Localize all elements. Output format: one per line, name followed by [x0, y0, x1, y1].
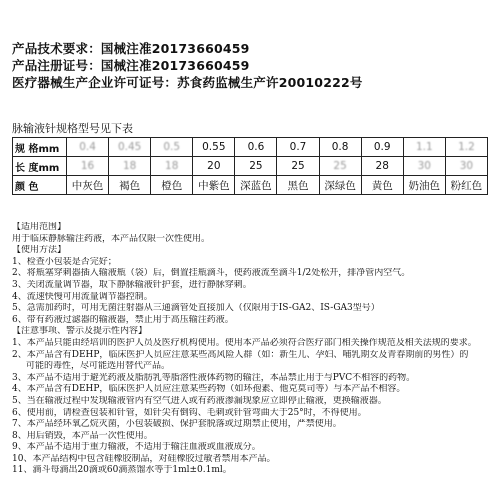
scope-heading: 【适用范围】 [12, 222, 67, 232]
note-item-continued: 可能的毒性，尽可能选用替代产品。 [26, 361, 171, 372]
spec-table-title: 脉输液针规格型号见下表 [12, 122, 133, 135]
spec-table [12, 137, 488, 195]
usage-step: 3、关闭流量调节器，取下静脉输液针护套，进行静脉穿刺。 [12, 279, 252, 290]
length-cell: 25 [235, 157, 277, 176]
color-cell: 粉红色 [445, 176, 487, 195]
length-cell: 20 [193, 157, 235, 176]
color-cell: 深蓝色 [235, 176, 277, 195]
scope-text: 用于临床静脉输注药液，本产品仅限一次性使用。 [12, 233, 211, 244]
length-row [13, 157, 488, 176]
color-cell: 中紫色 [193, 176, 235, 195]
length-cell: 28 [361, 157, 403, 176]
spec-cell: 1.1 [403, 138, 445, 157]
spec-cell: 1.2 [445, 138, 487, 157]
spec-cell: 0.9 [361, 138, 403, 157]
note-item: 10、本产品结构中包含硅橡胶制品，对硅橡胶过敏者禁用本产品。 [12, 453, 276, 464]
note-item: 11、滴斗每滴出20滴或60滴蒸馏水等于1ml±0.1ml。 [12, 465, 232, 476]
length-cell: 25 [277, 157, 319, 176]
length-cell: 16 [67, 157, 109, 176]
length-cell: 30 [403, 157, 445, 176]
note-item: 6、使用前，请检查包装和针管，如针尖有倒钩、毛刺或针管弯曲大于25°时，不得使用。 [12, 407, 367, 418]
usage-step: 5、急需加药时，可用无菌注射器从三通滴管处直接加入（仅限用于IS-GA2、IS-GA3型号） [12, 303, 380, 314]
color-row-label: 颜 色 [13, 176, 67, 195]
instructions-body [12, 222, 490, 477]
color-cell: 黑色 [277, 176, 319, 195]
length-row-label: 长 度mm [13, 157, 67, 176]
spec-cell: 0.6 [235, 138, 277, 157]
length-cell: 25 [319, 157, 361, 176]
technical-requirement-line: 产品技术要求：国械注准20173660459 [12, 41, 250, 56]
notes-heading: 【注意事项、警示及提示性内容】 [12, 326, 148, 337]
spec-cell: 0.5 [151, 138, 193, 157]
note-item: 2、本产品含有DEHP，临床医护人员应注意某些高风险人群（如：新生儿、孕妇、哺乳期女及青春期前的男性）的 [12, 349, 469, 360]
note-item: 5、当在输液过程中发现输液管内有空气进入或有药液渗漏现象应立即停止输液，更换输液器。 [12, 395, 387, 406]
usage-step: 6、带有药液过滤器的输液器，禁止用于高压输注药液。 [12, 314, 234, 325]
spec-row-label: 规 格mm [13, 138, 67, 157]
usage-heading: 【使用方法】 [12, 245, 67, 256]
note-item: 7、本产品经环氧乙烷灭菌，小包装破损、保护套脱落或过期禁止使用，严禁使用。 [12, 419, 342, 430]
note-item: 9、本产品不适用于重力输液，不适用于输注血液或血液成分。 [12, 442, 261, 453]
note-item: 4、本产品含有DEHP，临床医护人员应注意某些药物（如环孢素、他克莫司等）与本产品不相容。 [12, 384, 406, 395]
production-license-line: 医疗器械生产企业许可证号：苏食药监械生产许20010222号 [12, 75, 363, 90]
spec-cell: 0.45 [109, 138, 151, 157]
usage-step: 2、将瓶塞穿刺器插入输液瓶（袋）后，倒置挂瓶滴斗，使药液流至滴斗1/2处松开，排净管内空气。 [12, 268, 411, 279]
note-item: 3、本产品不适用于避光药液及脂肪乳等脂溶性液体药物的输注，本品禁止用于与PVC不相容的药物。 [12, 372, 416, 383]
usage-step: 1、检查小包装是否完好； [12, 256, 117, 267]
color-cell: 深绿色 [319, 176, 361, 195]
spec-row [13, 138, 488, 157]
length-cell: 18 [151, 157, 193, 176]
spec-cell: 0.4 [67, 138, 109, 157]
color-cell: 褐色 [109, 176, 151, 195]
spec-cell: 0.55 [193, 138, 235, 157]
note-item: 8、用后销毁，本产品一次性使用。 [12, 430, 153, 441]
spec-cell: 0.8 [319, 138, 361, 157]
length-cell: 30 [445, 157, 487, 176]
length-cell: 18 [109, 157, 151, 176]
spec-cell: 0.7 [277, 138, 319, 157]
note-item: 1、本产品只能由经培训的医护人员及医疗机构使用。使用本产品必须符合医疗部门相关操作规范及相关法规的要求。 [12, 337, 477, 348]
color-cell: 奶油色 [403, 176, 445, 195]
registration-number-line: 产品注册证号：国械注准20173660459 [12, 58, 250, 73]
color-row [13, 176, 488, 195]
color-cell: 橙色 [151, 176, 193, 195]
color-cell: 黄色 [361, 176, 403, 195]
color-cell: 中灰色 [67, 176, 109, 195]
usage-step: 4、流速快慢可用流量调节器控制。 [12, 291, 153, 302]
registration-header [12, 40, 488, 91]
